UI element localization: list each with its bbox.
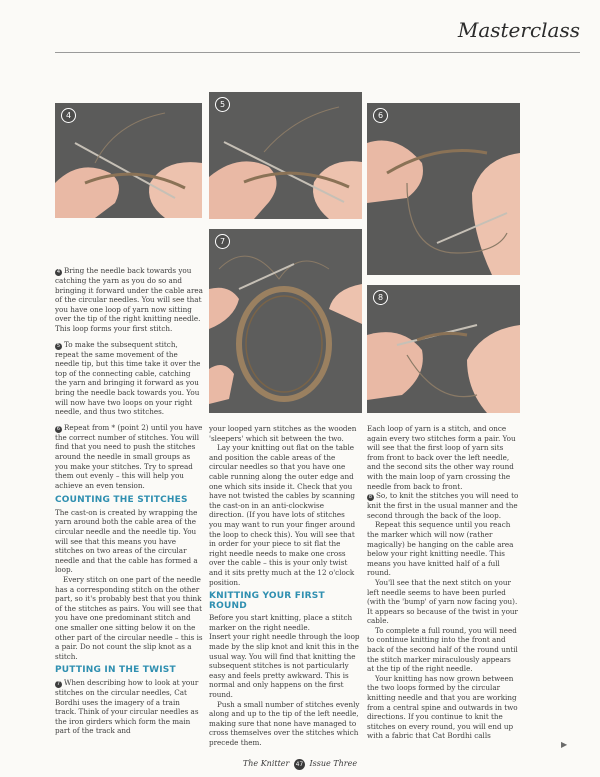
hands-knitting-illustration — [367, 103, 520, 275]
body-paragraph: Lay your knitting out flat on the table and position the cable areas of the circular needles so that you have one cable running along the outer edge and one which sits inside it. Check that you have not twisted the cables by scanning the cast-on in an anti-clockwise direction. (If you have lots of stitches you may want to run your finger around the loop to check this). You will see that in order for your piece to sit flat the right needle needs to make one cross over the cable – this is your only twist and it sits pretty much at the 12 o'clock position. — [209, 443, 356, 587]
step-photo-6 — [367, 103, 520, 275]
step-number: 7 — [56, 680, 61, 687]
circular-needle-cast-on-illustration — [209, 229, 362, 413]
step-photo-8 — [367, 285, 520, 413]
hands-knitting-illustration — [367, 285, 520, 413]
body-paragraph: Every stitch on one part of the needle has a corresponding stitch on the other part, so it's probably best that you think of the stitches as pairs. You will see that you have one predominant stitch and one smaller one sitting below it on the other part of the circular needle – this is a pair. Do not count the slip knot as a stitch. — [55, 575, 203, 661]
step-number: 6 — [56, 425, 61, 432]
subheading-first-round: KNITTING YOUR FIRST ROUND — [209, 591, 325, 611]
page-number: 47 — [295, 761, 304, 768]
body-paragraph: Each loop of yarn is a stitch, and once again every two stitches form a pair. You will see that the first loop of yarn sits from front to back over the left needle, and the second sits the other way round with the main loop of yarn crossing the needle from back to front. — [367, 424, 516, 491]
hands-knitting-illustration — [55, 103, 202, 218]
body-paragraph: your looped yarn stitches as the wooden 'sleepers' which sit between the two. — [209, 424, 357, 443]
step-number: 4 — [56, 269, 61, 275]
section-title: Masterclass — [457, 18, 580, 42]
step-photo-4 — [55, 103, 202, 218]
step-number: 8 — [368, 494, 373, 501]
step-paragraph-5: 5 To make the subsequent stitch, repeat the same movement of the needle tip, but this time take it over the top of the connecting cable, catching the yarn and bringing it forward as you bring the needle back towards you. You will now have two loops on your right needle, and thus two stitches. — [55, 339, 201, 417]
step-photo-7 — [209, 229, 362, 413]
step-paragraph-6: 6 Repeat from * (point 2) until you have the correct number of stitches. You will find that you need to push the stitches around the needle in small groups as you make your stitches. Try to spread them out evenly – this will help you achieve an even tension. — [55, 422, 203, 490]
continue-arrow-icon: ▶ — [561, 740, 568, 749]
step-badge: 8 — [373, 290, 388, 305]
body-paragraph: To complete a full round, you will need to continue knitting into the front and back of the second half of the round until the stitch marker miraculously appears at the tip of the right needle. — [367, 625, 518, 674]
issue-label: Issue Three — [309, 759, 358, 768]
step-badge: 4 — [61, 108, 76, 123]
subheading-counting: COUNTING THE STITCHES — [55, 495, 188, 506]
step-badge: 7 — [215, 234, 230, 249]
body-paragraph: Push a small number of stitches evenly along and up to the tip of the left needle, making sure that none have managed to cross themselves over the stitches which precede them. — [209, 699, 360, 747]
text-column-2 — [209, 424, 360, 748]
step-photo-5 — [209, 92, 362, 219]
header-rule — [55, 52, 580, 53]
body-paragraph: Your knitting has now grown between the two loops formed by the circular knitting needle and that you are working from a central spine and outwards in two directions. If you continue to knit the stitches on every round, you will end up with a fabric that Cat Bordhi calls — [367, 673, 518, 741]
step-badge: 6 — [373, 108, 388, 123]
text-column-1 — [55, 266, 203, 736]
subheading-twist: PUTTING IN THE TWIST — [55, 665, 176, 676]
text-column-3 — [367, 424, 520, 741]
body-paragraph: The cast-on is created by wrapping the yarn around both the cable area of the circular needle and the needle tip. You will see that this means you have stitches on two areas of the circular needle and that the cable has formed a loop. — [55, 507, 198, 575]
body-paragraph: Insert your right needle through the loop made by the slip knot and knit this in the usual way. You will find that knitting the subsequent stitches is not particularly easy and feels pretty awkward. This is normal and only happens on the first round. — [209, 632, 360, 700]
body-paragraph: Before you start knitting, place a stitch marker on the right needle. — [209, 613, 353, 632]
step-paragraph-8: 8 So, to knit the stitches you will need to knit the first in the usual manner and the second through the back of the loop. — [367, 491, 519, 520]
hands-knitting-illustration — [209, 92, 362, 219]
step-badge: 5 — [215, 97, 230, 112]
magazine-name: The Knitter — [242, 759, 290, 768]
step-number: 5 — [56, 342, 61, 349]
step-paragraph-7: 7 When describing how to look at your stitches on the circular needles, Cat Bordhi uses the imagery of a train track. Think of your circular needles as the iron girders which form the main part of the track and — [55, 677, 199, 736]
body-paragraph: Repeat this sequence until you reach the marker which will now (rather magically) be hanging on the cable area below your right knitting needle. This means you have knitted half of a full round. — [367, 520, 514, 578]
step-paragraph-4: 4 Bring the needle back towards you catching the yarn as you do so and bringing it forward under the cable area of the circular needles. You will see that you have one loop of yarn now sitting over the tip of the right knitting needle. This loop forms your first stitch. — [55, 266, 203, 333]
body-paragraph: You'll see that the next stitch on your left needle seems to have been purled (with the 'bump' of yarn now facing you). It appears so because of the twist in your cable. — [367, 577, 518, 626]
page-footer — [0, 759, 600, 770]
